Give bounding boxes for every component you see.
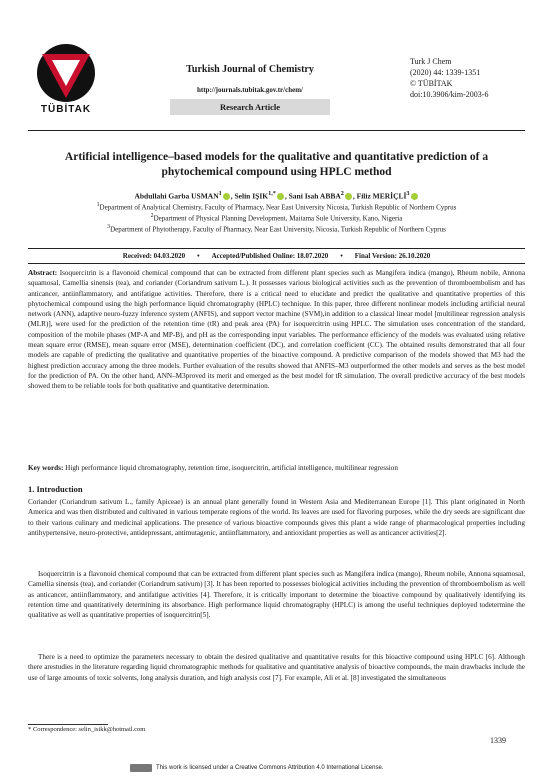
- orcid-icon[interactable]: [277, 193, 284, 200]
- author-sup: 1: [218, 190, 222, 197]
- bullet-icon: •: [340, 252, 343, 260]
- affiliation-sup: 1: [96, 202, 100, 208]
- citation-block: [410, 56, 540, 100]
- citation-doi[interactable]: doi:10.3906/kim-2003-6: [410, 90, 489, 99]
- creative-commons-icon[interactable]: [130, 764, 152, 772]
- author-sup: 3: [406, 190, 410, 197]
- author-list: Abdullahi Garba USMAN$^1$ , Selin $IŞIK^{1,*}$ , Sani Isah ABBA$^2$ , Filiz MERİÇLİ$^3$: [28, 190, 525, 201]
- keywords-label: Key words:: [28, 464, 64, 472]
- author-sup: 2: [340, 190, 344, 197]
- citation-copyright: © TÜBİTAK: [410, 79, 453, 88]
- orcid-icon[interactable]: [411, 193, 418, 200]
- final-version-date: Final Version: 26.10.2020: [354, 252, 431, 260]
- abstract-text: Isoquercitrin is a flavonoid chemical compound that can be extracted from different plant species such as Mangifera indica (mango), Rheum nobile, Annona squamosal, Camellia sinensis (tea), and coriander (Coriandrum sativum L.). It possesses various biological activities such as the prevention of thromboembolism and has anticancer, antiinflammatory, and antifatigue activities. Therefore, there is a critical need to elucidate and predict the qualitative and quantitative properties of this phytochemical compound using the high performance liquid chromatography (HPLC) technique. In this paper, three different nonlinear models including artificial neural network (ANN), adaptive neuro-fuzzy inference system (ANFIS), and support vector machine (SVM),in addition to a classical linear model [multilinear regression analysis (MLR)], were used for the prediction of the retention time (tR) and peak area (PA) for isoquercitrin using HPLC. The simulation uses concentration of the standard, composition of the mobile phases (MP-A and MP-B), and pH as the corresponding input variables. The performance efficiency of the models was evaluated using relative mean square error (RMSE), mean square error (MSE), determination coefficient (DC), and correlation coefficient (CC). The obtained results demonstrated that all four models are capable of predicting the qualitative and quantitative properties of the bioactive compound. A predictive comparison of the models showed that M3 had the highest prediction accuracy among the three models. Further evaluation of the results showed that ANFIS–M3 outperformed the other models and serves as the best model for the prediction of PA. On the other hand, ANN–M3proved its merit and emerged as the best model for tR simulation. The overall predictive accuracy of the best models showed them to be reliable tools for both qualitative and quantitative determination.: [28, 269, 526, 391]
- intro-paragraph: Coriander (Coriandrum sativum L., family Apiceae) is an annual plant generally found in Western Asia and Mediterranean Europe [1]. This plant originated in North America and was then distributed and cultivated in various temperate regions of the world. Its leaves are used for flavoring purposes, while the dry seeds are significant due to their various culinary and medicinal applications. The presence of various bioactive compounds gives this plant a wide range of pharmacological properties including antihypertensive, neuro-protective, antidepressant, antimutagenic, antiinflammatory, and antioxidant properties as well as anticancer activities[2].: [28, 498, 525, 537]
- dates-top-divider: [28, 248, 525, 249]
- affiliation: [28, 224, 525, 233]
- received-date: Received: 04.03.2020: [122, 252, 186, 260]
- intro-paragraph: Isoquercitrin is a flavonoid chemical compound that can be extracted from different plant species such as Mangifera indica (mango), Rheum nobile, Annona squamosal, Camellia sinensis (tea), and coriander (Coriandrum sativum) [3]. It has been reported to possesses biological activities including the prevention of thromboembolism as well as anticancer, antiinflammatory, and antifatigue activities [4]. Therefore, it is critically important to determine the bioactive compound by qualitatively identifying its retention time and quantitatively determining its absorbance. High performance liquid chromatography (HPLC) is among the useful techniques deployed todetermine the qualitative as well as quantitative properties of isoquercitrin[5].: [28, 570, 525, 620]
- citation-journal: Turk J Chem: [410, 57, 452, 66]
- footnote-rule: [28, 724, 108, 725]
- bullet-icon: •: [197, 252, 200, 260]
- affiliation: [28, 202, 525, 211]
- affiliation-text: Department of Physical Planning Development, Maitama Sule University, Kano, Nigeria: [153, 214, 403, 223]
- journal-url[interactable]: http://journals.tubitak.gov.tr/chem/: [197, 86, 303, 94]
- author-name: Selin IŞIK: [234, 191, 269, 201]
- citation-volume: (2020) 44: 1339-1351: [410, 68, 481, 77]
- abstract-label: Abstract:: [28, 269, 58, 277]
- page-number: 1339: [490, 736, 506, 745]
- author-name: Filiz MERİÇLİ: [356, 191, 407, 201]
- header-divider: [28, 130, 525, 131]
- affiliation: [28, 213, 525, 222]
- journal-name: Turkish Journal of Chemistry: [186, 64, 314, 75]
- section-heading: 1. Introduction: [28, 484, 83, 494]
- orcid-icon[interactable]: [345, 193, 352, 200]
- license-text[interactable]: This work is licensed under a Creative Commons Attribution 4.0 International License.: [156, 765, 384, 771]
- affiliation-text: Department of Phytotherapy, Faculty of Pharmacy, Near East University, Nicosia, Turkish Republic of Northern Cyprus: [110, 225, 446, 234]
- dates-bottom-divider: [28, 263, 525, 264]
- correspondence-footnote: * Correspondence: selin_isikk@hotmail.com: [28, 726, 146, 733]
- paper-title: Artificial intelligence–based models for the qualitative and quantitative prediction of a phytochemical compound using HPLC method: [64, 151, 489, 178]
- accepted-date: Accepted/Published Online: 18.07.2020: [211, 252, 329, 260]
- affiliation-sup: 2: [150, 213, 154, 219]
- abstract: [28, 268, 525, 392]
- logo-wordmark: TÜBİTAK: [40, 104, 92, 115]
- intro-paragraph: There is a need to optimize the parameters necessary to obtain the desired qualitative and quantitative results for this bioactive compound using HPLC [6]. Although there arestudies in the literature regarding liquid chromatographic methods for qualitative and quantitative analysis of bioactive compounds, the main drawbacks include the use of large amounts of toxic solvents, long analysis duration, and high analysis cost [7]. For example, Ali et al. [8] investigated the simultaneous: [28, 653, 525, 682]
- keywords-text: High performance liquid chromatography, retention time, isoquercitrin, artificial intelligence, multilinear regression: [65, 464, 398, 472]
- affiliation-sup: 3: [107, 224, 111, 230]
- dates-row: [28, 252, 525, 260]
- tubitak-logo-icon: [30, 42, 102, 104]
- orcid-icon[interactable]: [223, 193, 230, 200]
- author-name: Sani Isah ABBA: [288, 191, 341, 201]
- keywords: [28, 463, 525, 473]
- license-line: [130, 764, 470, 772]
- article-type-badge: Research Article: [170, 99, 330, 115]
- author-sup: 1,*: [268, 190, 276, 197]
- affiliation-text: Department of Analytical Chemistry, Faculty of Pharmacy, Near East University Nicosia, Turkish Republic of Northern Cyprus: [99, 203, 457, 212]
- author-name: Abdullahi Garba USMAN: [134, 191, 219, 201]
